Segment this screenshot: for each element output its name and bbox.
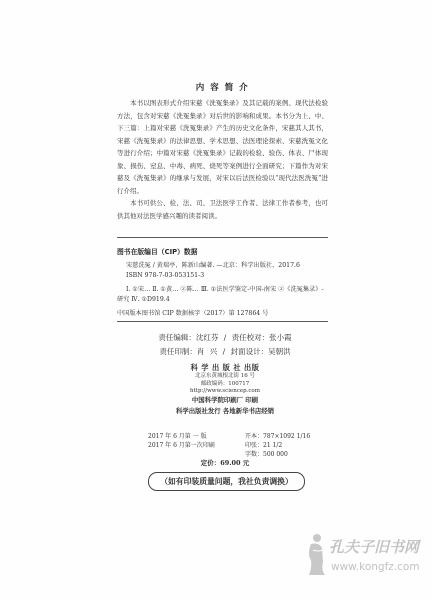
- quality-notice: （如有印装质量问题，我社负责调换）: [148, 472, 305, 491]
- summary-title: 内 容 简 介: [195, 83, 250, 93]
- publisher-name: 科 学 出 版 社 出版: [190, 363, 260, 372]
- price: 定价：69.00 元: [200, 459, 250, 467]
- print-sheets: 印张：21 1/2: [245, 442, 283, 449]
- publisher-website: http://www.sciencep.com: [190, 388, 260, 394]
- summary-paragraph: 本书可供公、检、法、司、卫法医学工作者、法律工作者参考，也可供其他对法医学感兴趣的读者阅读。: [117, 199, 328, 220]
- publisher-postcode: 邮政编码：100717: [200, 380, 250, 387]
- book-format: 开本：787×1092 1/16: [245, 433, 311, 440]
- cip-isbn: ISBN 978-7-03-053151-3: [126, 272, 205, 279]
- printing-date: 2017 年 6 月第一次印刷: [148, 442, 215, 449]
- word-count: 字数：500 000: [245, 451, 288, 458]
- divider: [117, 237, 328, 238]
- staff-line: 责任编辑：沈红芬 / 责任校对：张小霞: [158, 333, 292, 342]
- cip-classification: Ⅰ. ①宋… Ⅱ. ①黄… ②陈… Ⅲ. ①法医学鉴定-中国-南宋 ②《洗冤集录》-研究 Ⅳ. ①D919.4: [117, 286, 324, 303]
- divider: [117, 321, 328, 322]
- kongfz-logo-icon: [303, 532, 327, 576]
- distribution-line: 科学出版社发行 各地新华书店经销: [175, 406, 275, 415]
- watermark-site-name: 孔夫子旧书网: [329, 538, 420, 556]
- printer-line: 中国科学院印刷厂 印刷: [191, 395, 259, 404]
- cip-record: 中国版本图书馆 CIP 数据核字（2017）第 127864 号: [117, 310, 269, 317]
- cip-title-line: 宋慈洗冤 / 黄瑞亭，陈新山编著. —北京：科学出版社，2017.6: [126, 262, 300, 269]
- publisher-address: 北京东黄城根北街 16 号: [195, 373, 255, 379]
- watermark-url: www.kongfz.com: [331, 561, 420, 573]
- cip-block: [117, 247, 328, 319]
- staff-line: 责任印制：肖 兴 / 封面设计：吴朝洪: [159, 347, 291, 356]
- edition-date: 2017 年 6 月第 一 版: [148, 433, 207, 440]
- staff-credits: [117, 331, 333, 359]
- summary-body: [117, 97, 328, 222]
- publisher-block: [117, 362, 333, 416]
- summary-paragraph: 本书以图表形式介绍宋慈《洗冤集录》及其记载的案例、现代法检验方法，包含对宋慈《洗冤集录》对后世的影响和成果。本书分为上、中、下三篇：上篇对宋慈《洗冤集录》产生的历史文化条件，宋慈其人其书，宋慈《洗冤集录》的法律思想、学术思想、法医理论探索、宋慈洗冤文化等进行介绍；中篇对宋慈《洗冤集录》记载的检验、验伤、体表、尸体现象、损伤、窒息、中毒、病死、烧死等案例进行全面研究；下篇作为对宋慈及《洗冤集录》的继承与发展，对宋以后法医检验以“现代法医洗冤”进行介绍。: [117, 99, 328, 195]
- cip-heading: 图书在版编目（CIP）数据: [117, 248, 198, 256]
